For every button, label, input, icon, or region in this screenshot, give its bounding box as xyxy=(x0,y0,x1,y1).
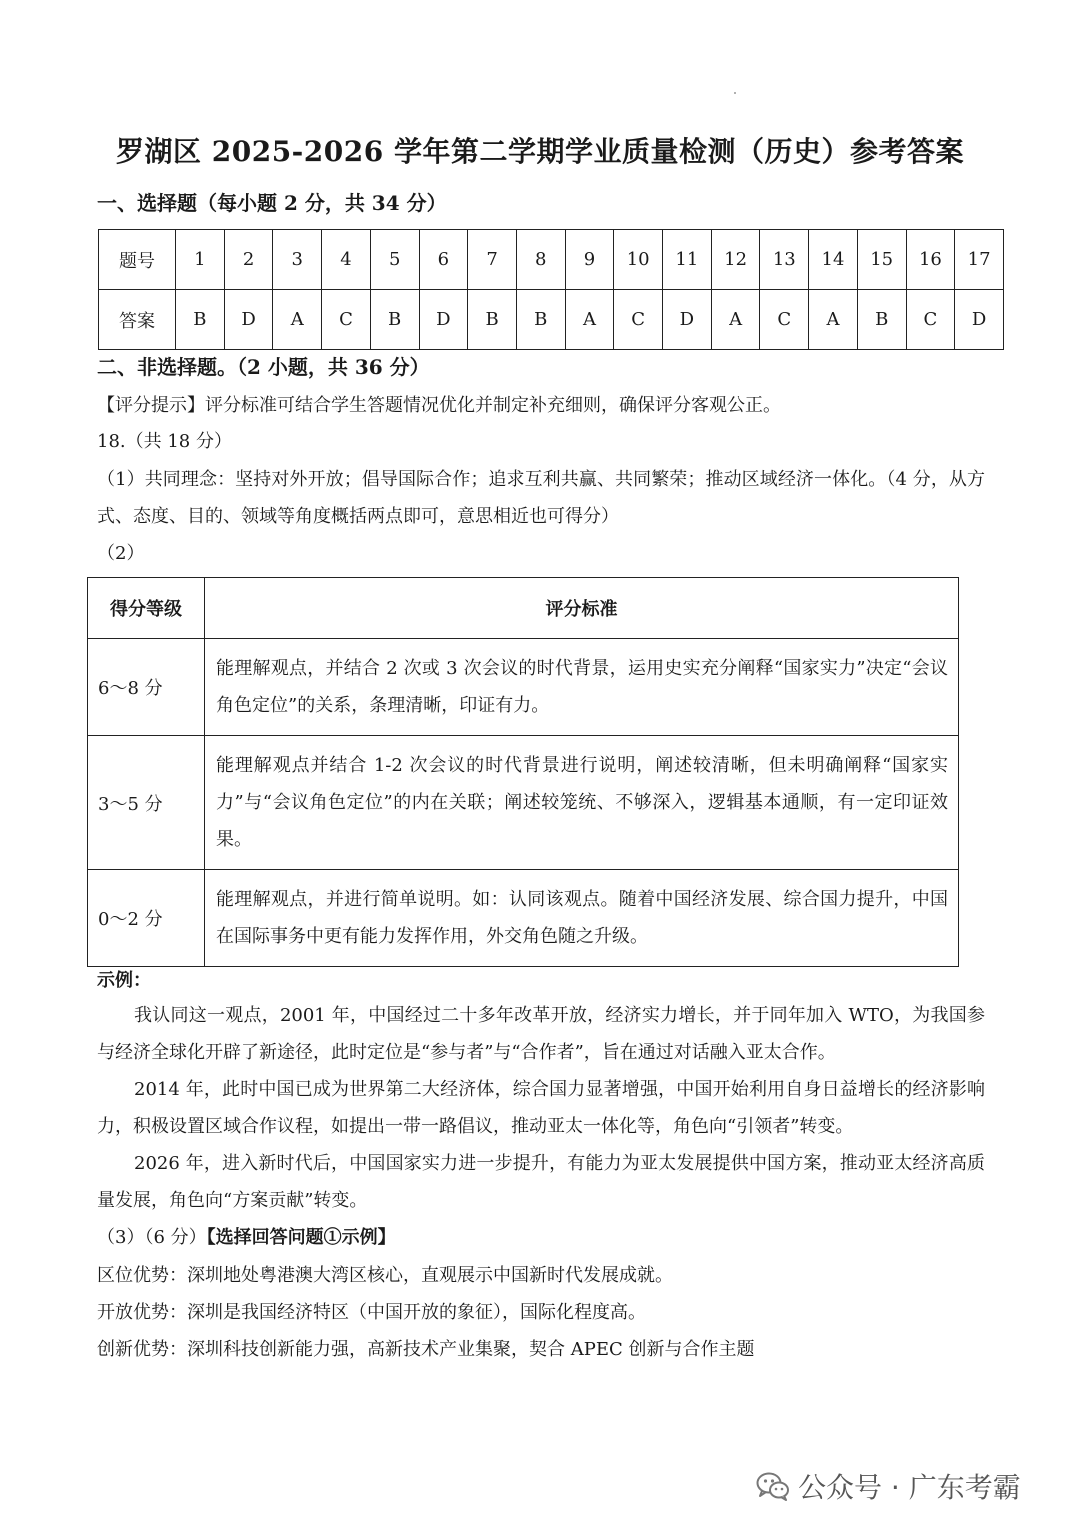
advantage-item: 创新优势：深圳科技创新能力强，高新技术产业集聚，契合 APEC 创新与合作主题 xyxy=(97,1339,755,1360)
example-paragraph: 我认同这一观点，2001 年，中国经过二十多年改革开放，经济实力增长，并于同年加入 WTO，为我国参与经济全球化开辟了新途径，此时定位是“参与者”与“合作者”，旨在通过对话融入亚太合作。 xyxy=(97,1005,985,1063)
question-number-cell: 15 xyxy=(857,230,906,290)
question-number-cell: 13 xyxy=(760,230,809,290)
page-title: 罗湖区 2025-2026 学年第二学期学业质量检测（历史）参考答案 xyxy=(116,135,964,168)
row-label: 答案 xyxy=(99,290,176,350)
question-number-cell: 9 xyxy=(565,230,614,290)
section-1-heading: 一、选择题（每小题 2 分，共 34 分） xyxy=(97,191,447,215)
grade-row xyxy=(88,736,959,870)
question-number-cell: 16 xyxy=(906,230,955,290)
question-number-cell: 11 xyxy=(663,230,712,290)
question-number-cell: 1 xyxy=(176,230,225,290)
answer-cell: D xyxy=(419,290,468,350)
question-number-cell: 14 xyxy=(809,230,858,290)
question-number-cell: 6 xyxy=(419,230,468,290)
watermark xyxy=(756,1466,1021,1506)
question-18-header: 18.（共 18 分） xyxy=(97,431,232,452)
question-number-cell: 17 xyxy=(955,230,1004,290)
answer-cell: B xyxy=(468,290,517,350)
answer-cell: C xyxy=(614,290,663,350)
answer-cell: D xyxy=(663,290,712,350)
question-number-cell: 7 xyxy=(468,230,517,290)
answer-cell: B xyxy=(857,290,906,350)
question-18-part-1: （1）共同理念：坚持对外开放；倡导国际合作；追求互利共赢、共同繁荣；推动区域经济一体化。（4 分，从方式、态度、目的、领域等角度概括两点即可，意思相近也可得分） xyxy=(97,469,985,527)
question-number-cell: 4 xyxy=(322,230,371,290)
grade-standard-header: 评分标准 xyxy=(205,578,959,639)
answer-cell: A xyxy=(565,290,614,350)
wechat-icon xyxy=(756,1471,790,1501)
advantage-item: 区位优势：深圳地处粤港澳大湾区核心，直观展示中国新时代发展成就。 xyxy=(97,1265,673,1286)
answer-cell: C xyxy=(322,290,371,350)
speck-mark xyxy=(734,92,736,94)
question-18-part-2-label: （2） xyxy=(97,543,145,564)
grade-standard: 能理解观点，并结合 2 次或 3 次会议的时代背景，运用史实充分阐释“国家实力”决定“会议角色定位”的关系，条理清晰，印证有力。 xyxy=(205,639,959,736)
answer-cell: C xyxy=(906,290,955,350)
section-2-heading: 二、非选择题。（2 小题，共 36 分） xyxy=(97,355,430,379)
answer-cell: B xyxy=(370,290,419,350)
question-number-cell: 3 xyxy=(273,230,322,290)
answer-cell: A xyxy=(711,290,760,350)
example-label: 示例： xyxy=(97,970,151,991)
grade-row xyxy=(88,870,959,967)
example-paragraph: 2026 年，进入新时代后，中国国家实力进一步提升，有能力为亚太发展提供中国方案，推动亚太经济高质量发展，角色向“方案贡献”转变。 xyxy=(97,1153,985,1211)
question-18-part-3 xyxy=(97,1219,985,1256)
grade-level: 3～5 分 xyxy=(88,736,205,870)
answer-cell: B xyxy=(516,290,565,350)
grade-level: 6～8 分 xyxy=(88,639,205,736)
answer-cell: A xyxy=(273,290,322,350)
answer-cell: C xyxy=(760,290,809,350)
question-number-cell: 8 xyxy=(516,230,565,290)
answer-cell: D xyxy=(955,290,1004,350)
grade-standard: 能理解观点并结合 1-2 次会议的时代背景进行说明，阐述较清晰，但未明确阐释“国家实力”与“会议角色定位”的内在关联；阐述较笼统、不够深入，逻辑基本通顺，有一定印证效果。 xyxy=(205,736,959,870)
question-number-cell: 10 xyxy=(614,230,663,290)
grade-level: 0～2 分 xyxy=(88,870,205,967)
multiple-choice-answer-table xyxy=(98,229,1004,350)
grade-table-header-row xyxy=(88,578,959,639)
example-paragraph: 2014 年，此时中国已成为世界第二大经济体，综合国力显著增强，中国开始利用自身日益增长的经济影响力，积极设置区域合作议程，如提出一带一路倡议，推动亚太一体化等，角色向“引领者”转变。 xyxy=(97,1079,985,1137)
question-number-cell: 2 xyxy=(224,230,273,290)
answer-cell: A xyxy=(809,290,858,350)
grade-level-header: 得分等级 xyxy=(88,578,205,639)
answer-row xyxy=(99,290,1004,350)
question-number-cell: 12 xyxy=(711,230,760,290)
question-number-cell: 5 xyxy=(370,230,419,290)
answer-cell: D xyxy=(224,290,273,350)
part-3-score: （3）（6 分） xyxy=(97,1227,207,1248)
grade-standard: 能理解观点，并进行简单说明。如：认同该观点。随着中国经济发展、综合国力提升，中国在国际事务中更有能力发挥作用，外交角色随之升级。 xyxy=(205,870,959,967)
grading-hint: 【评分提示】评分标准可结合学生答题情况优化并制定补充细则，确保评分客观公正。 xyxy=(97,395,781,416)
grade-row xyxy=(88,639,959,736)
question-number-row xyxy=(99,230,1004,290)
grading-standard-table xyxy=(87,577,959,967)
watermark-text: 公众号 · 广东考霸 xyxy=(798,1471,1021,1504)
part-3-example-heading: 【选择回答问题①示例】 xyxy=(206,1227,396,1248)
advantage-item: 开放优势：深圳是我国经济特区（中国开放的象征），国际化程度高。 xyxy=(97,1302,646,1323)
row-label: 题号 xyxy=(99,230,176,290)
answer-cell: B xyxy=(176,290,225,350)
